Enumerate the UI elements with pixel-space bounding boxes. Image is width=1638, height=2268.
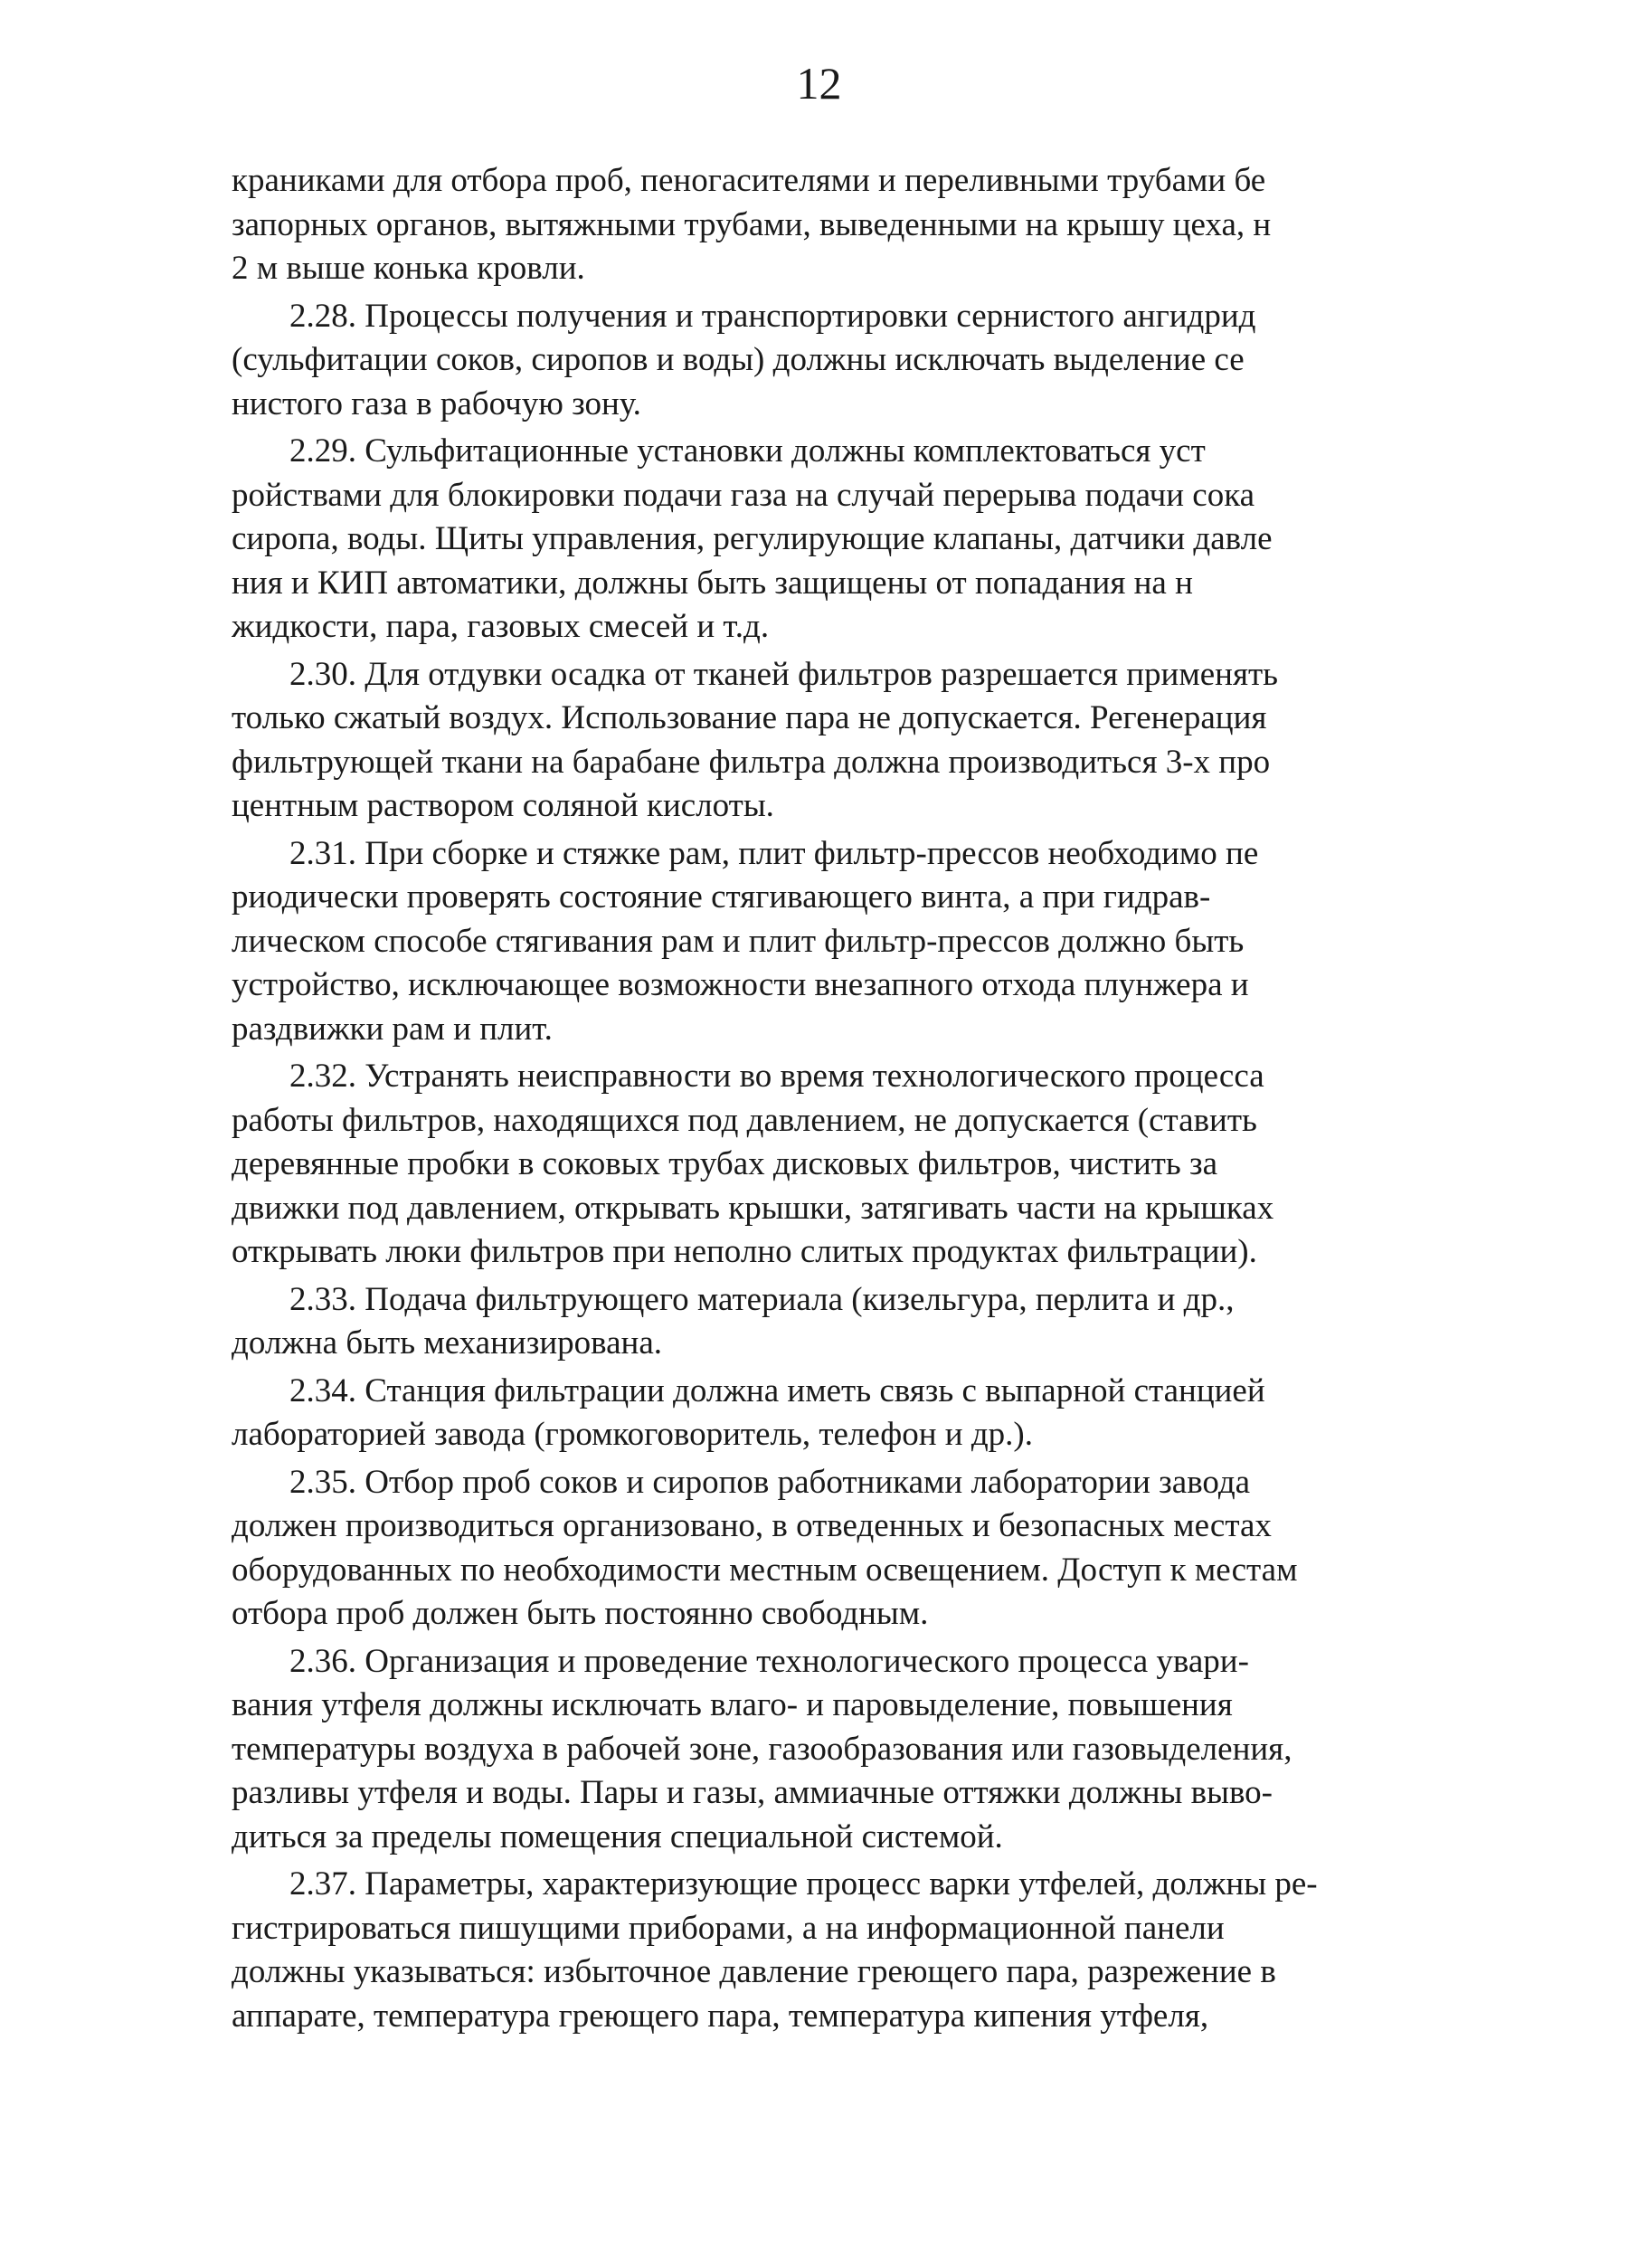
- text-line: запорных органов, вытяжными трубами, выведенными на крышу цеха, н: [232, 205, 1272, 243]
- text-line: центным раствором соляной кислоты.: [232, 787, 774, 824]
- paragraph-2-31: [232, 832, 1548, 1052]
- text-line: 2 м выше конька кровли.: [232, 250, 585, 287]
- text-line: температуры воздуха в рабочей зоне, газообразования или газовыделения,: [232, 1730, 1292, 1768]
- text-line: (сульфитации соков, сиропов и воды) должны исключать выделение се: [232, 341, 1245, 378]
- text-line: краниками для отбора проб, пеногасителями и переливными трубами бе: [232, 162, 1266, 199]
- text-line: лическом способе стягивания рам и плит фильтр-прессов должно быть: [232, 922, 1245, 960]
- text-line: жидкости, пара, газовых смесей и т.д.: [232, 608, 770, 645]
- paragraph-2-34: [232, 1370, 1548, 1457]
- text-line: гистрироваться пишущими приборами, а на информационной панели: [232, 1909, 1225, 1947]
- text-line: открывать люки фильтров при неполно слитых продуктах фильтрации).: [232, 1233, 1257, 1270]
- text-line: риодически проверять состояние стягивающего винта, а при гидрав-: [232, 878, 1211, 916]
- text-line: разливы утфеля и воды. Пары и газы, аммиачные оттяжки должны выво-: [232, 1774, 1273, 1811]
- paragraph-2-32: [232, 1055, 1548, 1275]
- text-line: 2.33. Подача фильтрующего материала (кизельгура, перлита и др.,: [289, 1280, 1235, 1318]
- paragraph-2-37: [232, 1863, 1548, 2038]
- paragraph-2-35: [232, 1461, 1548, 1637]
- text-line: движки под давлением, открывать крышки, затягивать части на крышках: [232, 1189, 1274, 1227]
- text-line: аппарате, температура греющего пара, температура кипения утфеля,: [232, 1997, 1209, 2035]
- text-line: отбора проб должен быть постоянно свободным.: [232, 1595, 929, 1632]
- text-line: лабораторией завода (громкоговоритель, телефон и др.).: [232, 1416, 1033, 1453]
- text-line: должна быть механизирована.: [232, 1324, 662, 1362]
- text-line: 2.28. Процессы получения и транспортировки сернистого ангидрид: [289, 297, 1256, 335]
- text-line: раздвижки рам и плит.: [232, 1010, 553, 1048]
- text-line: сиропа, воды. Щиты управления, регулирующие клапаны, датчики давле: [232, 520, 1273, 557]
- text-line: только сжатый воздух. Использование пара не допускается. Регенерация: [232, 699, 1267, 736]
- page-number: 12: [796, 58, 842, 109]
- paragraph-2-30: [232, 653, 1548, 829]
- document-body: [232, 159, 1548, 2042]
- text-line: 2.31. При сборке и стяжке рам, плит фильтр-прессов необходимо пе: [289, 834, 1259, 872]
- text-line: 2.30. Для отдувки осадка от тканей фильтров разрешается применять: [289, 655, 1279, 693]
- paragraph-2-33: [232, 1278, 1548, 1366]
- text-line: деревянные пробки в соковых трубах дисковых фильтров, чистить за: [232, 1145, 1218, 1182]
- text-line: ния и КИП автоматики, должны быть защищены от попадания на н: [232, 564, 1193, 602]
- text-line: 2.36. Организация и проведение технологического процесса увари-: [289, 1642, 1249, 1680]
- text-line: ройствами для блокировки подачи газа на случай перерыва подачи сока: [232, 476, 1255, 514]
- paragraph-intro-continuation: [232, 159, 1548, 291]
- paragraph-2-36: [232, 1640, 1548, 1860]
- paragraph-2-29: [232, 430, 1548, 650]
- text-line: работы фильтров, находящихся под давлением, не допускается (ставить: [232, 1101, 1257, 1139]
- text-line: 2.34. Станция фильтрации должна иметь связь с выпарной станцией: [289, 1371, 1265, 1409]
- paragraph-2-28: [232, 295, 1548, 427]
- text-line: 2.29. Сульфитационные установки должны комплектоваться уст: [289, 432, 1206, 470]
- text-line: фильтрующей ткани на барабане фильтра должна производиться 3-х про: [232, 743, 1271, 781]
- text-line: 2.37. Параметры, характеризующие процесс варки утфелей, должны ре-: [289, 1865, 1318, 1903]
- text-line: нистого газа в рабочую зону.: [232, 384, 641, 422]
- text-line: диться за пределы помещения специальной системой.: [232, 1817, 1003, 1855]
- text-line: должен производиться организовано, в отведенных и безопасных местах: [232, 1507, 1272, 1544]
- text-line: 2.35. Отбор проб соков и сиропов работниками лаборатории завода: [289, 1463, 1251, 1501]
- text-line: 2.32. Устранять неисправности во время технологического процесса: [289, 1058, 1264, 1095]
- text-line: должны указываться: избыточное давление греющего пара, разрежение в: [232, 1953, 1276, 1990]
- text-line: вания утфеля должны исключать влаго- и паровыделение, повышения: [232, 1686, 1233, 1723]
- text-line: устройство, исключающее возможности внезапного отхода плунжера и: [232, 966, 1249, 1003]
- text-line: оборудованных по необходимости местным освещением. Доступ к местам: [232, 1551, 1298, 1589]
